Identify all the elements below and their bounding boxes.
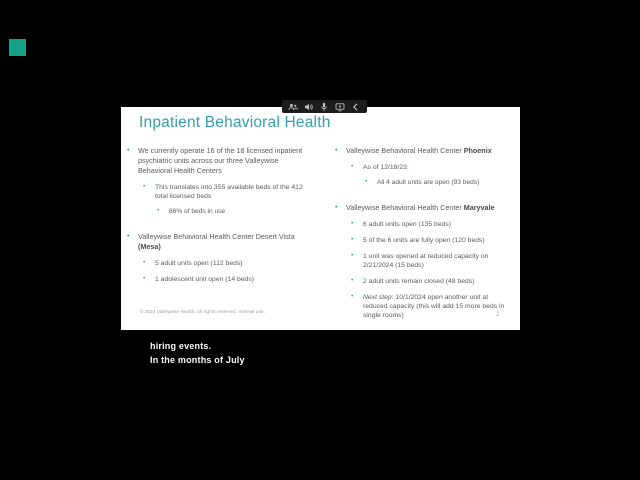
- bullet-text: 5 of the 6 units are fully open (120 beds): [363, 237, 485, 244]
- bullet-text: Valleywise Behavioral Health Center Phoenix: [346, 146, 492, 155]
- bullet-text: We currently operate 16 of the 18 licensed inpatient psychiatric units across our three Valleywise Behavioral Health Centers: [138, 146, 303, 175]
- bullet-icon: •: [335, 202, 338, 211]
- meeting-toolbar: [282, 100, 367, 113]
- bullet-text: Valleywise Behavioral Health Center Maryvale: [346, 203, 495, 212]
- bullet-icon: •: [351, 163, 354, 170]
- bullet-item: [125, 259, 307, 268]
- bullet-text: 6 adult units open (135 beds): [363, 221, 452, 228]
- bullet-item: [333, 203, 514, 213]
- bullet-icon: •: [351, 236, 354, 243]
- screen-share-icon[interactable]: [335, 102, 345, 112]
- bullet-item: [125, 275, 307, 284]
- bullet-text: As of 12/18/23:: [363, 164, 409, 171]
- bullet-icon: •: [351, 293, 354, 300]
- bullet-icon: •: [335, 145, 338, 154]
- bullet-icon: •: [351, 277, 354, 284]
- caption-line: In the months of July: [150, 354, 245, 365]
- bullet-text: Valleywise Behavioral Health Center Desert Vista (Mesa): [138, 232, 295, 251]
- left-column: [125, 146, 307, 320]
- bullet-icon: •: [143, 259, 146, 266]
- bullet-icon: •: [157, 207, 160, 214]
- bullet-item: [333, 146, 514, 156]
- bullet-icon: •: [143, 275, 146, 282]
- bullet-item: [333, 293, 514, 320]
- slide-footer: © 2024 Valleywise Health. All rights reserved. Internal use.: [140, 309, 265, 314]
- bullet-item: [333, 220, 514, 229]
- bullet-text: 1 adolescent unit open (14 beds): [155, 276, 255, 283]
- bullet-text: 1 unit was opened at reduced capacity on 2/21/2024 (15 beds): [363, 253, 489, 269]
- bullet-item: [125, 183, 307, 201]
- bullet-item: [333, 236, 514, 245]
- mic-icon[interactable]: [319, 102, 329, 112]
- bullet-icon: •: [351, 252, 354, 259]
- bullet-text: This translates into 355 available beds of the 412 total licensed beds: [155, 184, 303, 200]
- speaker-icon[interactable]: [304, 102, 314, 112]
- caption-line: hiring events.: [150, 341, 212, 351]
- bullet-item: [333, 178, 514, 187]
- bullet-text: 5 adult units open (112 beds): [155, 260, 243, 267]
- bullet-item: [125, 146, 307, 176]
- collapse-chevron-icon[interactable]: [351, 102, 361, 112]
- bullet-item: [125, 207, 307, 216]
- slide-title: Inpatient Behavioral Health: [139, 114, 331, 131]
- bullet-icon: •: [351, 220, 354, 227]
- bullet-text: 2 adult units remain closed (48 beds): [363, 278, 475, 285]
- bullet-icon: •: [143, 183, 146, 190]
- bullet-text: All 4 adult units are open (93 beds): [377, 179, 480, 186]
- bullet-icon: •: [127, 145, 130, 154]
- bullet-item: [333, 277, 514, 286]
- bullet-icon: •: [127, 231, 130, 240]
- bullet-text: 86% of beds in use: [169, 208, 226, 215]
- bullet-text: Next step: 10/1/2024 open another unit at reduced capacity (this will add 15 more beds in single rooms): [363, 294, 505, 319]
- marker-square: [9, 39, 26, 56]
- page-number: 2: [496, 312, 500, 318]
- bullet-item: [125, 232, 307, 252]
- presentation-slide: [121, 107, 520, 330]
- right-column: [333, 146, 514, 320]
- caption-block: [150, 340, 245, 367]
- participants-icon[interactable]: [288, 102, 298, 112]
- bullet-icon: •: [365, 178, 368, 185]
- bullet-item: [333, 163, 514, 172]
- bullet-item: [333, 252, 514, 270]
- slide-body: [125, 146, 514, 320]
